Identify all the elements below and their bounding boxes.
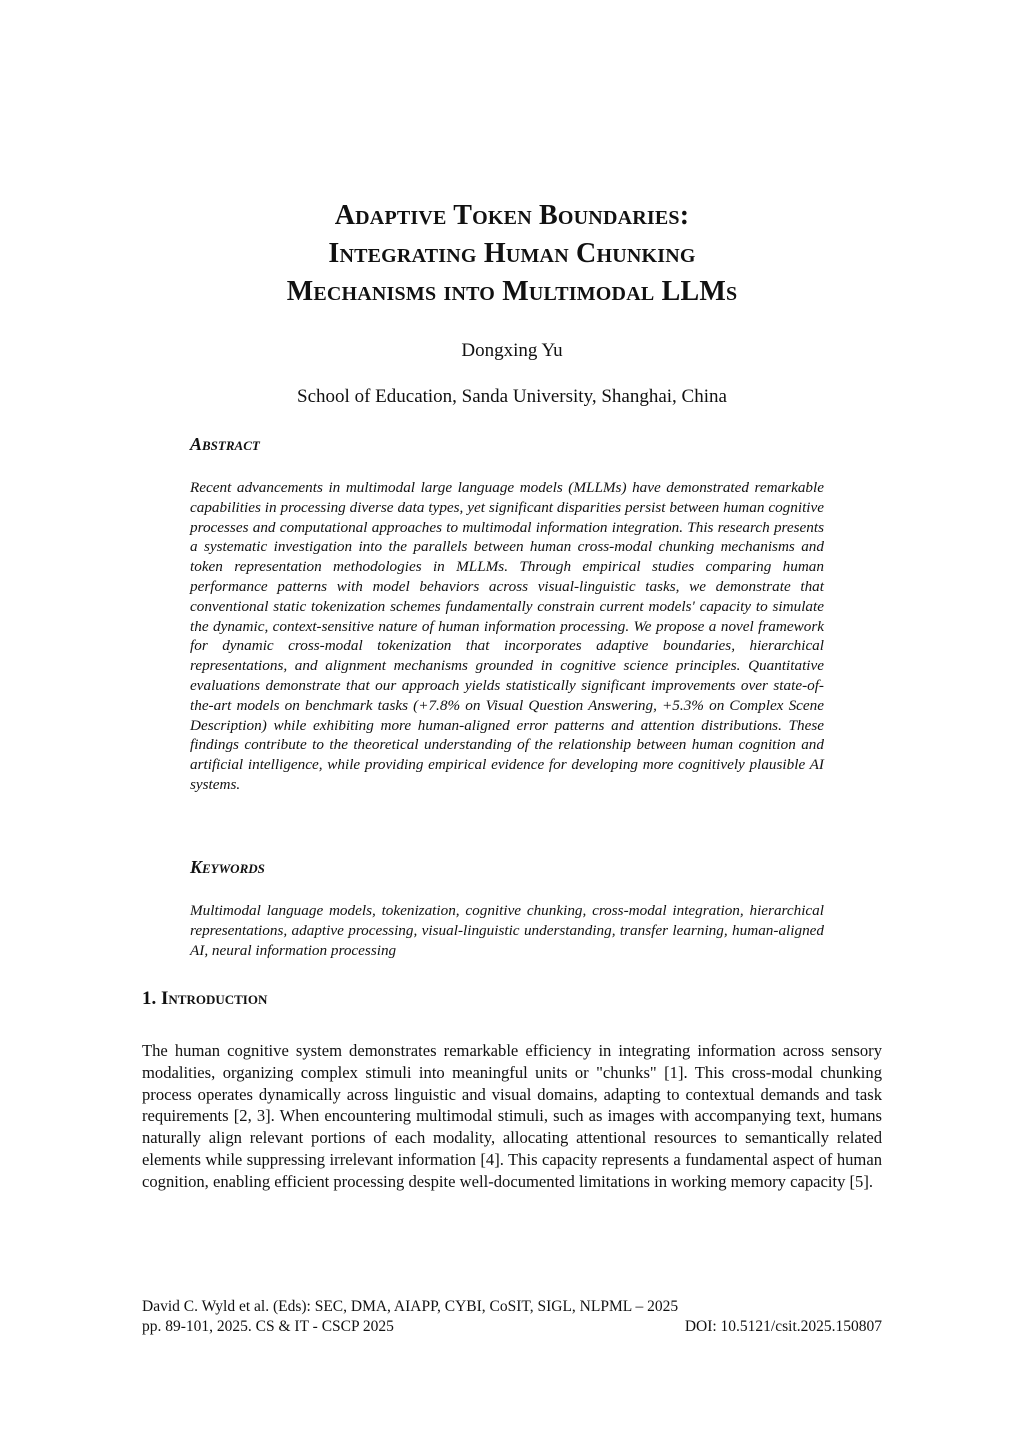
footer-citation — [142, 1317, 882, 1337]
author-name: Dongxing Yu — [461, 340, 563, 361]
introduction-heading: 1. Introduction — [142, 988, 268, 1009]
footer-proceedings: David C. Wyld et al. (Eds): SEC, DMA, AIAPP, CYBI, CoSIT, SIGL, NLPML – 2025 — [142, 1298, 679, 1315]
title-line-3: Mechanisms into Multimodal LLMs — [286, 276, 738, 307]
abstract-heading: Abstract — [190, 434, 260, 454]
footer-doi: DOI: 10.5121/csit.2025.150807 — [684, 1318, 882, 1335]
keywords-heading: Keywords — [190, 857, 265, 877]
author-affiliation: School of Education, Sanda University, Shanghai, China — [297, 386, 727, 407]
title-line-2: Integrating Human Chunking — [328, 238, 696, 269]
paper-title — [120, 197, 904, 311]
abstract-text: Recent advancements in multimodal large language models (MLLMs) have demonstrated remarkable capabilities in processing diverse data types, yet significant disparities persist between human cognitive processes and computational approaches to multimodal information integration. This research presents a systematic investigation into the parallels between human cross-modal chunking mechanisms and token representation methodologies in MLLMs. Through empirical studies comparing human performance patterns with model behaviors across visual-linguistic tasks, we demonstrate that conventional static tokenization schemes fundamentally constrain current models' capacity to simulate the dynamic, context-sensitive nature of human information processing. We propose a novel framework for dynamic cross-modal tokenization that incorporates adaptive boundaries, hierarchical representations, and alignment mechanisms grounded in cognitive science principles. Quantitative evaluations demonstrate that our approach yields statistically significant improvements over state-of-the-art models on benchmark tasks (+7.8% on Visual Question Answering, +5.3% on Complex Scene Description) while exhibiting more human-aligned error patterns and attention distributions. These findings contribute to the theoretical understanding of the relationship between human cognition and artificial intelligence, while providing empirical evidence for developing more cognitively plausible AI systems. — [190, 479, 824, 793]
introduction-text: The human cognitive system demonstrates remarkable efficiency in integrating information across sensory modalities, organizing complex stimuli into meaningful units or "chunks" [1]. This cross-modal chunking process operates dynamically across linguistic and visual domains, adapting to contextual demands and task requirements [2, 3]. When encountering multimodal stimuli, such as images with accompanying text, humans naturally align relevant portions of each modality, allocating attentional resources to semantically related elements while suppressing irrelevant information [4]. This capacity represents a fundamental aspect of human cognition, enabling efficient processing despite well-documented limitations in working memory capacity [5]. — [142, 1041, 882, 1191]
footer-pages: pp. 89-101, 2025. CS & IT - CSCP 2025 — [142, 1318, 394, 1335]
title-line-1: Adaptive Token Boundaries: — [334, 200, 690, 231]
keywords-text: Multimodal language models, tokenization, cognitive chunking, cross-modal integration, hierarchical representations, adaptive processing, visual-linguistic understanding, transfer learning, human-aligned AI, neural information processing — [190, 902, 824, 959]
